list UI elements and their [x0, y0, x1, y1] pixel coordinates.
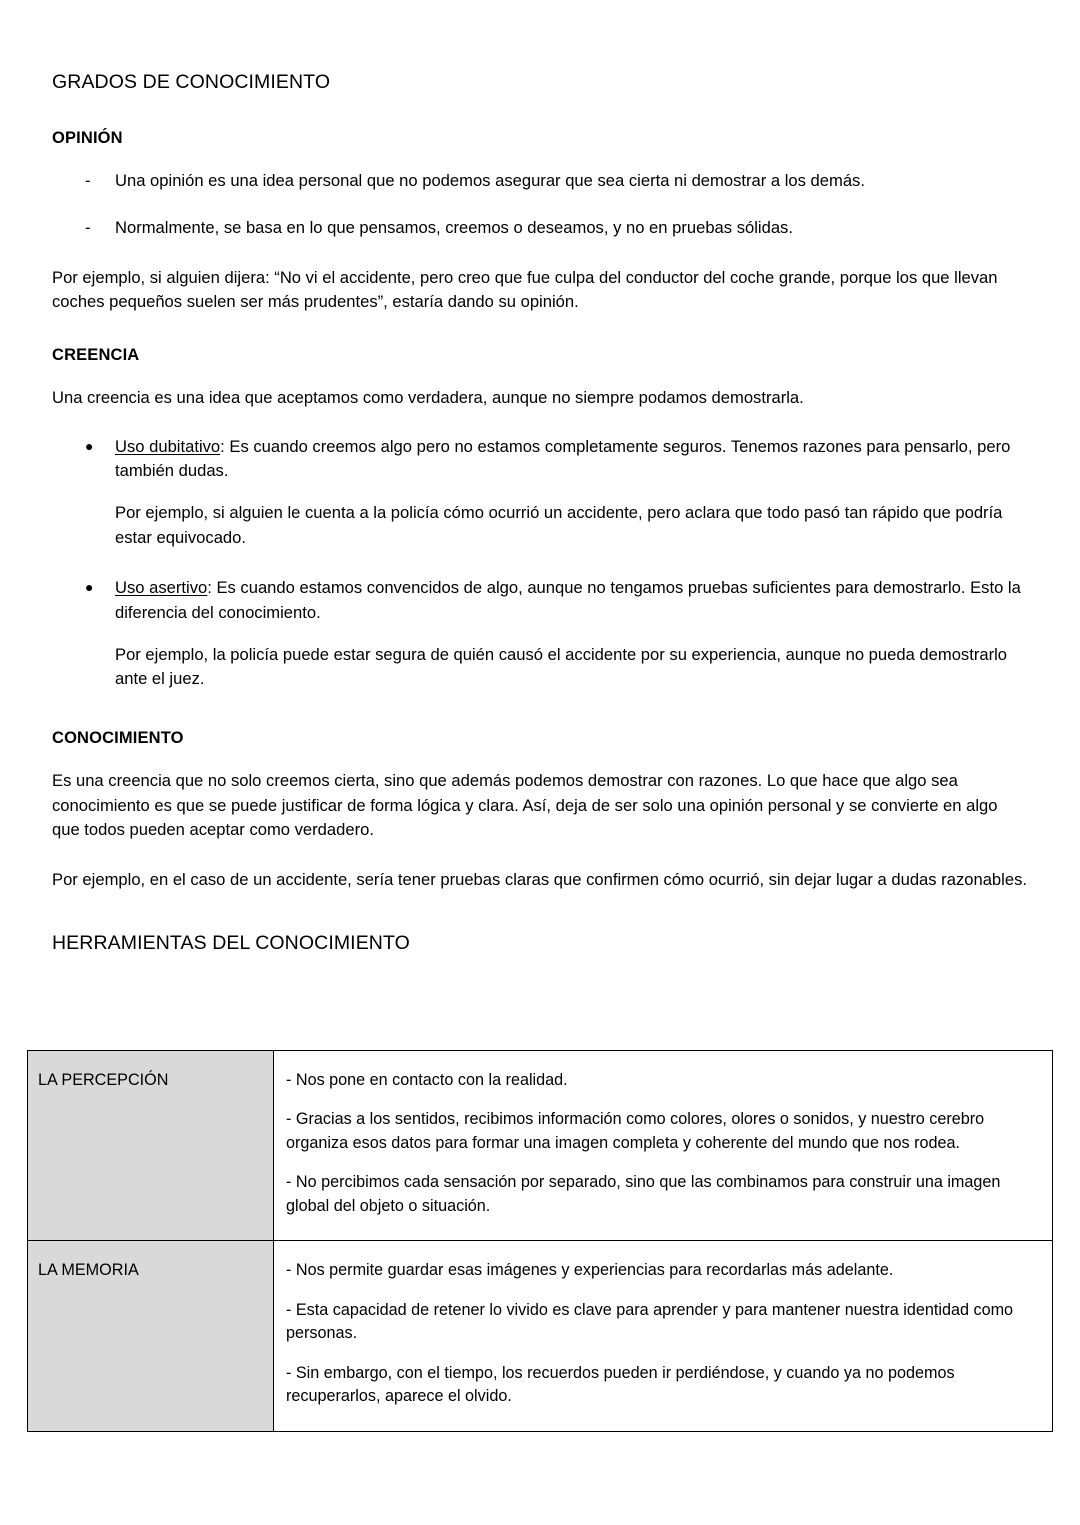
- table-cell-line: - Nos permite guardar esas imágenes y experiencias para recordarlas más adelante.: [286, 1261, 894, 1280]
- term-label: Uso dubitativo: [115, 436, 221, 456]
- table-cell-line: - No percibimos cada sensación por separado, sino que las combinamos para construir una imagen global del objeto o situación.: [286, 1173, 1001, 1215]
- creencia-intro-paragraph: Una creencia es una idea que aceptamos como verdadera, aunque no siempre podamos demostrarla.: [52, 388, 804, 408]
- opinion-example-paragraph: Por ejemplo, si alguien dijera: “No vi el accidente, pero creo que fue culpa del conductor del coche grande, porque los que llevan coches pequeños suelen ser más prudentes”, estaría dando su opinión.: [52, 267, 998, 312]
- table-cell-line: - Sin embargo, con el tiempo, los recuerdos pueden ir perdiéndose, y cuando ya no podemos recuperarlos, aparece el olvido.: [286, 1363, 955, 1406]
- conocimiento-example-paragraph: Por ejemplo, en el caso de un accidente, sería tener pruebas claras que confirmen cómo ocurrió, sin dejar lugar a dudas razonables.: [52, 870, 1027, 890]
- creencia-bullet-list: [52, 435, 1028, 692]
- term-definition: : Es cuando creemos algo pero no estamos completamente seguros. Tenemos razones para pensarlo, pero también dudas.: [115, 436, 1011, 480]
- table-cell-line: - Gracias a los sentidos, recibimos información como colores, olores o sonidos, y nuestro cerebro organiza esos datos para formar una imagen completa y coherente del mundo que nos rodea.: [286, 1110, 985, 1152]
- herramientas-title: HERRAMIENTAS DEL CONOCIMIENTO: [52, 931, 410, 954]
- dash-bullet-icon: -: [85, 171, 91, 191]
- term-definition: : Es cuando estamos convencidos de algo, aunque no tengamos pruebas suficientes para demostrarlo. Esto la diferencia del conocimiento.: [115, 578, 1021, 622]
- list-item: [52, 435, 1028, 551]
- list-item-text: Normalmente, se basa en lo que pensamos, creemos o deseamos, y no en pruebas sólidas.: [115, 217, 793, 237]
- table-row-label: LA MEMORIA: [28, 1241, 274, 1431]
- section-heading-conocimiento: CONOCIMIENTO: [52, 728, 184, 747]
- section-heading-creencia: CREENCIA: [52, 345, 140, 364]
- herramientas-table: [27, 1050, 1053, 1432]
- table-row-content: [274, 1051, 1053, 1241]
- conocimiento-paragraph: Es una creencia que no solo creemos cierta, sino que además podemos demostrar con razones. Lo que hace que algo sea conocimiento es que se puede justificar de forma lógica y clara. Así, deja de ser solo una opinión personal y se convierte en algo que todos pueden aceptar como verdadero.: [52, 771, 998, 839]
- round-bullet-icon: ●: [85, 437, 94, 454]
- list-item-text: Una opinión es una idea personal que no podemos asegurar que sea cierta ni demostrar a los demás.: [115, 171, 865, 191]
- table-row: [28, 1051, 1053, 1241]
- section-heading-opinion: OPINIÓN: [52, 128, 123, 147]
- list-item: [52, 169, 1028, 193]
- table-row-label: LA PERCEPCIÓN: [28, 1051, 274, 1241]
- round-bullet-icon: ●: [85, 579, 94, 596]
- list-item: [52, 576, 1028, 692]
- term-label: Uso asertivo: [115, 578, 208, 598]
- table-cell-line: - Esta capacidad de retener lo vivido es clave para aprender y para mantener nuestra identidad como personas.: [286, 1300, 1014, 1343]
- table-cell-line: - Nos pone en contacto con la realidad.: [286, 1071, 568, 1089]
- page-title: GRADOS DE CONOCIMIENTO: [52, 71, 331, 93]
- table-row: [28, 1241, 1053, 1431]
- term-example: Por ejemplo, la policía puede estar segura de quién causó el accidente por su experiencia, aunque no pueda demostrarlo ante el juez.: [115, 644, 1008, 689]
- dash-bullet-icon: -: [85, 217, 91, 237]
- table-row-content: [274, 1241, 1053, 1431]
- list-item: [52, 216, 1028, 240]
- opinion-bullet-list: [52, 169, 1028, 240]
- term-example: Por ejemplo, si alguien le cuenta a la policía cómo ocurrió un accidente, pero aclara que todo pasó tan rápido que podría estar equivocado.: [115, 503, 1003, 547]
